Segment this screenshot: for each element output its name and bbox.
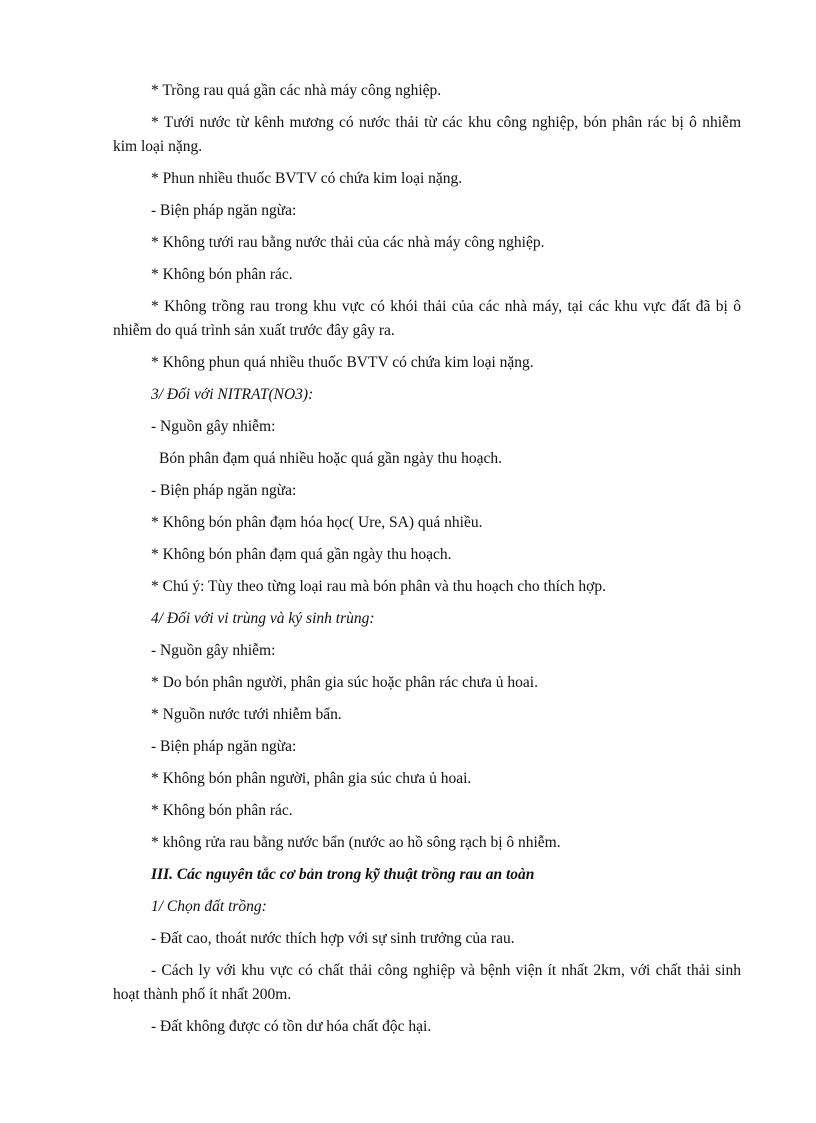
paragraph: * Không bón phân người, phân gia súc chưa ủ hoai. [151,770,472,787]
paragraph: * Không trồng rau trong khu vực có khói thải của các nhà máy, tại các khu vực đất đã bị ô nhiễm do quá trình sản xuất trước đây gây ra. [113,298,741,339]
paragraph: * Trồng rau quá gần các nhà máy công nghiệp. [151,82,442,99]
paragraph: - Biện pháp ngăn ngừa: [151,202,297,219]
paragraph: * Không bón phân đạm quá gần ngày thu hoạch. [151,546,452,563]
paragraph: - Cách ly với khu vực có chất thải công nghiệp và bệnh viện ít nhất 2km, với chất thải sinh hoạt thành phố ít nhất 200m. [113,962,741,1003]
paragraph: Bón phân đạm quá nhiều hoặc quá gần ngày thu hoạch. [159,450,503,467]
paragraph: * Chú ý: Tùy theo từng loại rau mà bón phân và thu hoạch cho thích hợp. [151,578,606,595]
section-heading: 3/ Đối với NITRAT(NO3): [151,386,314,403]
paragraph: - Biện pháp ngăn ngừa: [151,738,297,755]
paragraph: - Nguồn gây nhiễm: [151,642,276,659]
section-heading: 4/ Đối với vi trùng và ký sinh trùng: [151,610,375,627]
paragraph: * Không bón phân rác. [151,802,293,819]
paragraph: * không rửa rau bằng nước bẩn (nước ao hồ sông rạch bị ô nhiễm. [151,834,561,851]
paragraph: * Nguồn nước tưới nhiễm bẩn. [151,706,342,723]
section-heading: 1/ Chọn đất trồng: [151,898,267,915]
paragraph: * Không bón phân rác. [151,266,293,283]
paragraph: * Tưới nước từ kênh mương có nước thải từ các khu công nghiệp, bón phân rác bị ô nhiễm kim loại nặng. [113,114,741,155]
paragraph: - Nguồn gây nhiễm: [151,418,276,435]
paragraph: * Không tưới rau bằng nước thải của các nhà máy công nghiệp. [151,234,545,251]
paragraph: * Không phun quá nhiều thuốc BVTV có chứa kim loại nặng. [151,354,534,371]
paragraph: - Đất không được có tồn dư hóa chất độc hại. [151,1018,432,1035]
paragraph: * Do bón phân người, phân gia súc hoặc phân rác chưa ủ hoai. [151,674,538,691]
paragraph: - Đất cao, thoát nước thích hợp với sự sinh trưởng của rau. [151,930,515,947]
paragraph: * Không bón phân đạm hóa học( Ure, SA) quá nhiều. [151,514,483,531]
paragraph: - Biện pháp ngăn ngừa: [151,482,297,499]
main-heading: III. Các nguyên tắc cơ bản trong kỹ thuật trồng rau an toàn [151,866,535,883]
paragraph: * Phun nhiều thuốc BVTV có chứa kim loại nặng. [151,170,463,187]
